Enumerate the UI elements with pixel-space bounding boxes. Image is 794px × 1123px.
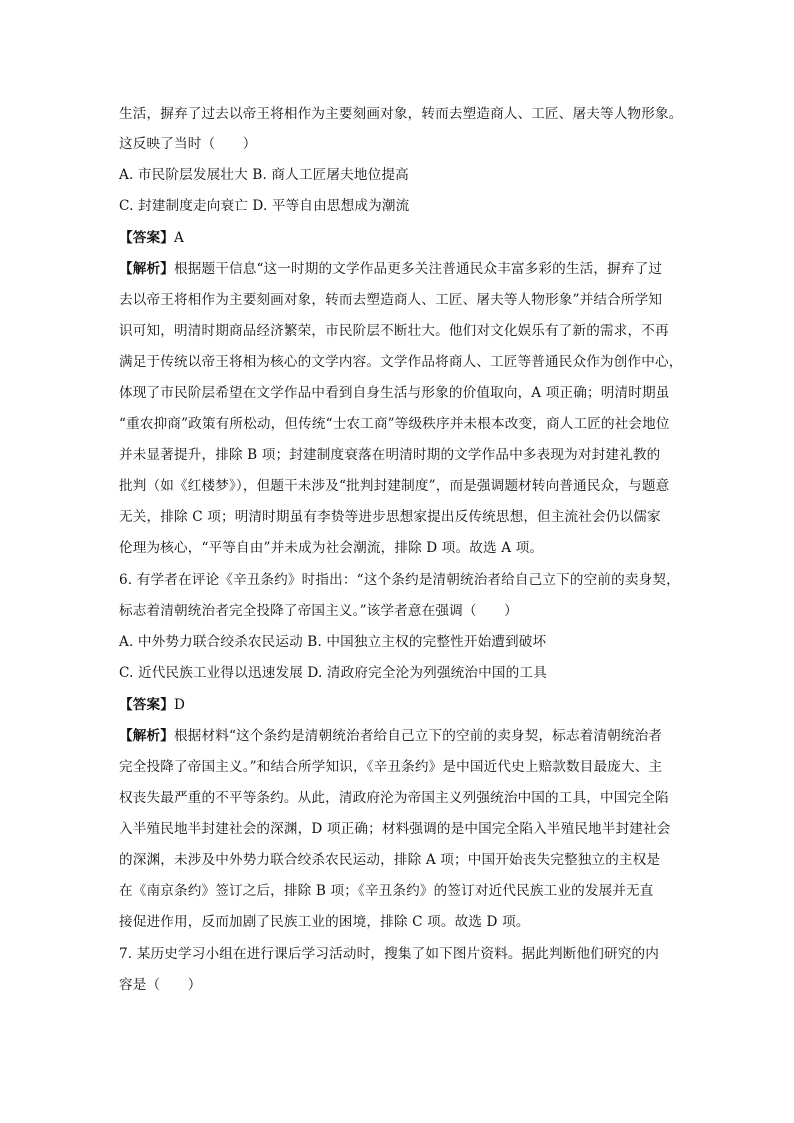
answer-tag: 【答案】: [119, 697, 174, 713]
q6-analysis-line-4: 入半殖民地半封建社会的深渊，D 项正确；材料强调的是中国完全陷入半殖民地半封建社会: [119, 821, 671, 837]
q5-analysis-line-2: 去以帝王将相作为主要刻画对象，转而去塑造商人、工匠、屠夫等人物形象”并结合所学知: [119, 292, 663, 308]
q6-analysis-line-7: 接促进作用，反而加剧了民族工业的困境，排除 C 项。故选 D 项。: [119, 914, 530, 930]
q6-options-ab: A. 中外势力联合绞杀农民运动 B. 中国独立主权的完整性开始遭到破坏: [119, 634, 547, 650]
q5-analysis-line-5: 体现了市民阶层希望在文学作品中看到自身生活与形象的价值取向，A 项正确；明清时期虽: [119, 385, 670, 401]
q5-analysis-line-1: [119, 260, 699, 278]
q6-analysis-line-3: 权丧失最严重的不平等条约。从此，清政府沦为帝国主义列强统治中国的工具，中国完全陷: [119, 790, 669, 806]
q6-analysis-line-1: [119, 727, 699, 745]
q5-analysis-line-3: 识可知，明清时期商品经济繁荣，市民阶层不断壮大。他们对文化娱乐有了新的需求，不再: [119, 323, 669, 339]
q5-options-ab: A. 市民阶层发展壮大 B. 商人工匠屠夫地位提高: [119, 167, 409, 183]
q6-analysis-line-2: 完全投降了帝国主义。”和结合所学知识，《辛丑条约》是中国近代史上赔款数目最庞大、主: [119, 759, 663, 775]
q6-options-cd: C. 近代民族工业得以迅速发展 D. 清政府完全沦为列强统治中国的工具: [119, 665, 547, 681]
q6-analysis-line-6: 在《南京条约》签订之后，排除 B 项；《辛丑条约》的签订对近代民族工业的发展并无直: [119, 883, 654, 899]
q6-answer: [119, 696, 699, 714]
q5-analysis-line-8: 批判（如《红楼梦》），但题干未涉及“批判封建制度”，而是强调题材转向普通民众，与题意: [119, 478, 670, 494]
q5-analysis-line-10: 伦理为核心，“平等自由”并未成为社会潮流，排除 D 项。故选 A 项。: [119, 540, 544, 556]
analysis-tag: 【解析】: [119, 261, 174, 277]
q7-stem-line-2: 容是（ ）: [119, 977, 202, 993]
q5-answer: [119, 229, 699, 247]
q5-analysis-line-9: 无关，排除 C 项；明清时期虽有李贽等进步思想家提出反传统思想，但主流社会仍以儒家: [119, 509, 661, 525]
q6-stem-line-2: 标志着清朝统治者完全投降了帝国主义。”该学者意在强调（ ）: [119, 603, 518, 619]
answer-value: D: [173, 697, 186, 713]
q5-analysis-line-6: “重农抑商”政策有所松动，但传统“士农工商”等级秩序并未根本改变，商人工匠的社会地位: [119, 416, 670, 432]
answer-value: A: [173, 230, 184, 246]
q5-options-cd: C. 封建制度走向衰亡 D. 平等自由思想成为潮流: [119, 198, 410, 214]
q5-stem-line-1: 生活，摒弃了过去以帝王将相作为主要刻画对象，转而去塑造商人、工匠、屠夫等人物形象。: [119, 106, 683, 122]
q6-stem-line-1: 6. 有学者在评论《辛丑条约》时指出：“这个条约是清朝统治者给自己立下的空前的卖身契，: [119, 572, 680, 588]
q5-analysis-line-7: 并未显著提升，排除 B 项；封建制度衰落在明清时期的文学作品中多表现为对封建礼教的: [119, 447, 661, 463]
q6-analysis-line-5: 的深渊，未涉及中外势力联合绞杀农民运动，排除 A 项；中国开始丧失完整独立的主权是: [119, 852, 661, 868]
q5-stem-line-2: 这反映了当时（ ）: [119, 136, 257, 152]
analysis-text: 根据题干信息“这一时期的文学作品更多关注普通民众丰富多彩的生活，摒弃了过: [173, 261, 663, 277]
analysis-text: 根据材料“这个条约是清朝统治者给自己立下的空前的卖身契，标志着清朝统治者: [173, 728, 663, 744]
analysis-tag: 【解析】: [119, 728, 174, 744]
answer-tag: 【答案】: [119, 230, 174, 246]
q5-analysis-line-4: 满足于传统以帝王将相为核心的文学内容。文学作品将商人、工匠等普通民众作为创作中心，: [119, 354, 683, 370]
q7-stem-line-1: 7. 某历史学习小组在进行课后学习活动时，搜集了如下图片资料。据此判断他们研究的内: [119, 946, 660, 962]
